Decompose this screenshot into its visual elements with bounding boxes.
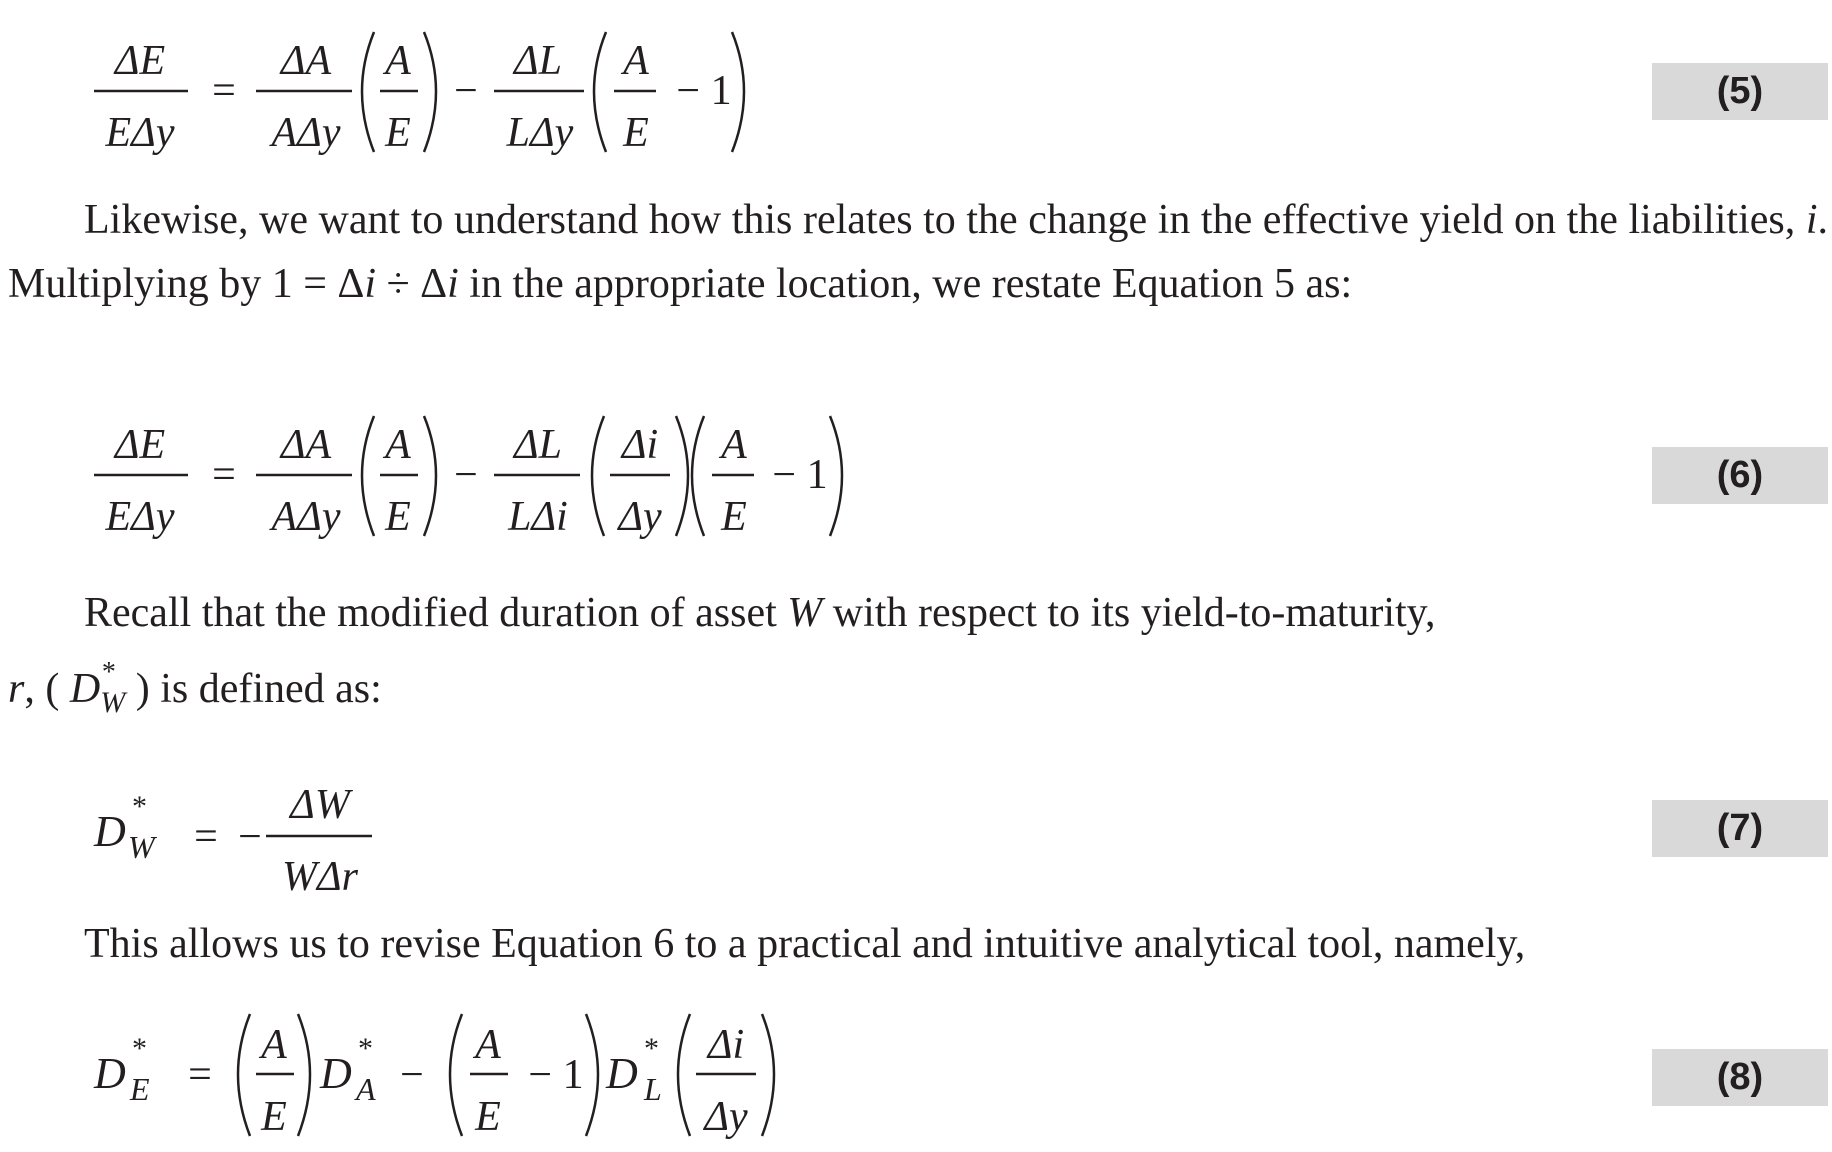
- equation-5: [0, 28, 1832, 168]
- equation-7-math: [0, 770, 1650, 900]
- eq8-da-sup: *: [358, 1032, 373, 1065]
- eq5-paren1-left: [362, 32, 374, 152]
- eq6-minus-one: − 1: [772, 452, 828, 498]
- para2-text-a: Recall that the modified duration of asset: [84, 590, 788, 636]
- eq8-dl-d: D: [606, 1049, 638, 1098]
- eq5-t2-denominator: LΔy: [506, 110, 574, 156]
- eq7-lhs-d: D: [94, 807, 126, 856]
- eq8-paren3-right: [762, 1014, 774, 1136]
- eq6-paren3-left: [692, 416, 704, 536]
- para1-var-i2: i: [364, 261, 377, 307]
- eq5-p1-numerator: A: [385, 38, 411, 84]
- eq5-paren2-right: [732, 32, 744, 152]
- paragraph-recall: [8, 575, 1828, 731]
- eq6-paren3-right: [830, 416, 842, 536]
- eq7-numerator: ΔW: [290, 782, 350, 828]
- para2-text-c: , (: [24, 666, 70, 712]
- eq7-neg: −: [238, 814, 262, 860]
- eq5-equals: =: [212, 68, 236, 114]
- eq7-denominator: WΔr: [282, 854, 358, 900]
- eq7-lhs-sub: W: [128, 829, 155, 865]
- eq8-paren2-right: [586, 1014, 598, 1136]
- equation-6-math: [0, 412, 1650, 552]
- eq8-paren2-left: [450, 1014, 462, 1136]
- eq5-minus: −: [454, 68, 478, 114]
- eq8-equals: =: [188, 1052, 212, 1098]
- eq6-p3-denominator: E: [721, 494, 747, 540]
- eq5-t1-numerator: ΔA: [280, 38, 332, 84]
- eq8-paren3-left: [678, 1014, 690, 1136]
- para2-var-r: r: [8, 666, 25, 712]
- eq6-t2-numerator: ΔL: [513, 422, 563, 468]
- equation-number-7: (7): [1652, 800, 1828, 857]
- paragraph-likewise: [8, 188, 1828, 316]
- equation-6: [0, 412, 1832, 552]
- eq8-dl-sup: *: [644, 1032, 659, 1065]
- eq6-p3-numerator: A: [721, 422, 747, 468]
- equation-8-math: [0, 1008, 1650, 1148]
- eq6-p2-denominator: Δy: [618, 494, 662, 540]
- para1-var-i: i: [1805, 197, 1818, 243]
- eq8-lhs-sub: E: [130, 1071, 150, 1107]
- eq5-t2-numerator: ΔL: [513, 38, 563, 84]
- equation-number-5: (5): [1652, 63, 1828, 120]
- eq6-paren1-right: [424, 416, 436, 536]
- paragraph-this-allows: [8, 912, 1828, 976]
- para2-var-d: D: [69, 666, 101, 712]
- eq7-equals: =: [194, 814, 218, 860]
- eq5-lhs-denominator: EΔy: [105, 110, 175, 156]
- eq6-paren2-right: [676, 416, 688, 536]
- para1-text-d: in the appropriate location, we restate Equation 5 as:: [458, 261, 1353, 307]
- eq5-lhs-numerator: ΔE: [114, 38, 166, 84]
- eq5-minus-one: − 1: [676, 68, 732, 114]
- eq5-t1-denominator: AΔy: [271, 110, 341, 156]
- eq8-dl-sub: L: [644, 1071, 662, 1107]
- eq8-lhs-sup: *: [132, 1032, 147, 1065]
- equation-8: [0, 1008, 1832, 1148]
- para1-text-c: ÷ Δ: [376, 261, 448, 307]
- eq6-p1-denominator: E: [385, 494, 411, 540]
- equation-number-6: (6): [1652, 447, 1828, 504]
- eq8-da-sub: A: [356, 1071, 376, 1107]
- eq8-p1-numerator: A: [261, 1022, 287, 1068]
- eq6-p2-numerator: Δi: [621, 422, 659, 468]
- eq6-t1-numerator: ΔA: [280, 422, 332, 468]
- eq6-lhs-denominator: EΔy: [105, 494, 175, 540]
- eq6-paren2-left: [592, 416, 604, 536]
- equation-7: [0, 770, 1832, 900]
- eq6-paren1-left: [362, 416, 374, 536]
- eq8-lhs-d: D: [94, 1049, 126, 1098]
- para1-var-i3: i: [447, 261, 459, 307]
- para2-sub-w: W: [100, 686, 126, 719]
- para1-text-b: . Multiplying by 1 = Δ: [8, 197, 1828, 307]
- eq5-paren1-right: [424, 32, 436, 152]
- eq8-p3-numerator: Δi: [707, 1022, 745, 1068]
- para2-text-b: with respect to its yield-to-maturity,: [822, 590, 1436, 636]
- para3-text: This allows us to revise Equation 6 to a practical and intuitive analytical tool, namely,: [84, 921, 1526, 967]
- eq6-minus: −: [454, 452, 478, 498]
- eq8-da-d: D: [320, 1049, 352, 1098]
- para2-duration-symbol: [70, 651, 125, 731]
- para2-text-e: ) is defined as:: [125, 666, 382, 712]
- eq8-p2-numerator: A: [475, 1022, 501, 1068]
- para2-sup-star: *: [101, 657, 116, 688]
- eq5-p1-denominator: E: [385, 110, 411, 156]
- para1-text-a: Likewise, we want to understand how this relates to the change in the effective yield on the liabilities,: [84, 197, 1806, 243]
- equation-5-math: [0, 28, 1650, 168]
- eq8-minus-one: − 1: [528, 1052, 584, 1098]
- eq5-p2-numerator: A: [623, 38, 649, 84]
- eq6-t1-denominator: AΔy: [271, 494, 341, 540]
- eq6-t2-denominator: LΔi: [508, 494, 568, 540]
- para2-var-w: W: [787, 590, 823, 636]
- eq8-p2-denominator: E: [475, 1094, 501, 1140]
- equation-number-8: (8): [1652, 1049, 1828, 1106]
- eq7-lhs-sup: *: [132, 790, 147, 823]
- eq6-lhs-numerator: ΔE: [114, 422, 166, 468]
- eq8-p3-denominator: Δy: [704, 1094, 748, 1140]
- eq8-p1-denominator: E: [261, 1094, 287, 1140]
- eq5-p2-denominator: E: [623, 110, 649, 156]
- eq8-minus: −: [400, 1052, 424, 1098]
- eq6-equals: =: [212, 452, 236, 498]
- eq5-paren2-left: [594, 32, 606, 152]
- eq8-paren1-right: [298, 1014, 310, 1136]
- eq8-paren1-left: [238, 1014, 250, 1136]
- eq6-p1-numerator: A: [385, 422, 411, 468]
